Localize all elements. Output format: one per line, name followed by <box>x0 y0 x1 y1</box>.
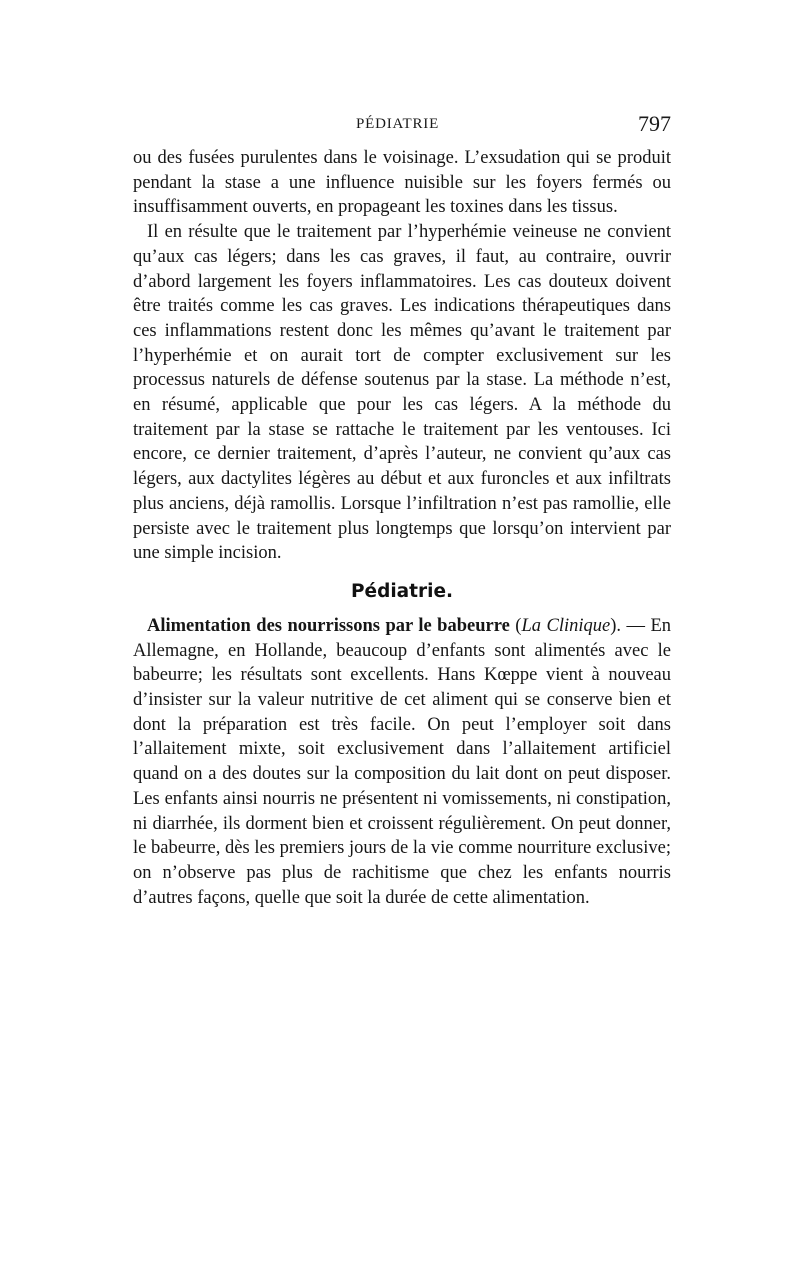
section-title: Pédiatrie. <box>350 580 454 602</box>
body-text <box>133 146 671 910</box>
paragraph-continued: ou des fusées purulentes dans le voisinage. L’exsudation qui se produit pendant la stase a une influence nuisible sur les foyers fermés ou insuffisamment ouverts, en propageant les toxines dans les tissus. <box>133 148 671 218</box>
article-source: La Clinique <box>521 615 611 636</box>
paragraph-hyperhemie: Il en résulte que le traitement par l’hyperhémie veineuse ne convient qu’aux cas légers; dans les cas graves, il faut, au contraire, ouvrir d’abord largement les foyers inflammatoires. Les cas douteux doivent être traités comme les cas graves. Les indications thérapeutiques dans ces inflammations restent donc les mêmes qu’avant le traitement par l’hyperhémie et on aurait tort de compter exclusivement sur les processus naturels de défense soutenus par la stase. La méthode n’est, en résumé, applicable que pour les cas légers. A la méthode du traitement par la stase se rattache le traitement par les ventouses. Ici encore, ce dernier traitement, d’après l’auteur, ne convient qu’aux cas légers, aux dactylites légères au début et aux furoncles et aux infiltrats plus anciens, déjà ramollis. Lorsque l’infiltration n’est pas ramollie, elle persiste avec le traitement plus longtemps que lorsqu’on intervient par une simple incision. <box>133 222 671 564</box>
article-text: — En Allemagne, en Hollande, beaucoup d’enfants sont alimentés avec le babeurre; les résultats sont excellents. Hans Kœppe vient à nouveau d’insister sur la valeur nutritive de cet aliment qui se conserve bien et dont la préparation est très facile. On peut l’employer soit dans l’allaitement mixte, soit exclusivement dans l’allaitement artificiel quand on a des doutes sur la composition du lait dont on peut disposer. Les enfants ainsi nourris ne présentent ni vomissements, ni constipation, ni diarrhée, ils dorment bien et croissent régulièrement. On peut donner, le babeurre, dès les premiers jours de la vie comme nourriture exclusive; on n’observe pas plus de rachitisme que chez les enfants nourris d’autres façons, quelle que soit la durée de cette alimentation. <box>133 615 672 908</box>
article-paragraph <box>133 614 671 910</box>
source-open-paren: ( <box>515 615 522 636</box>
source-close-paren: ). <box>610 615 622 636</box>
running-title: PÉDIATRIE <box>356 116 440 132</box>
article-heading: Alimentation des nourrissons par le babeurre <box>147 615 510 636</box>
page-number: 797 <box>638 111 671 136</box>
running-head <box>133 111 671 141</box>
